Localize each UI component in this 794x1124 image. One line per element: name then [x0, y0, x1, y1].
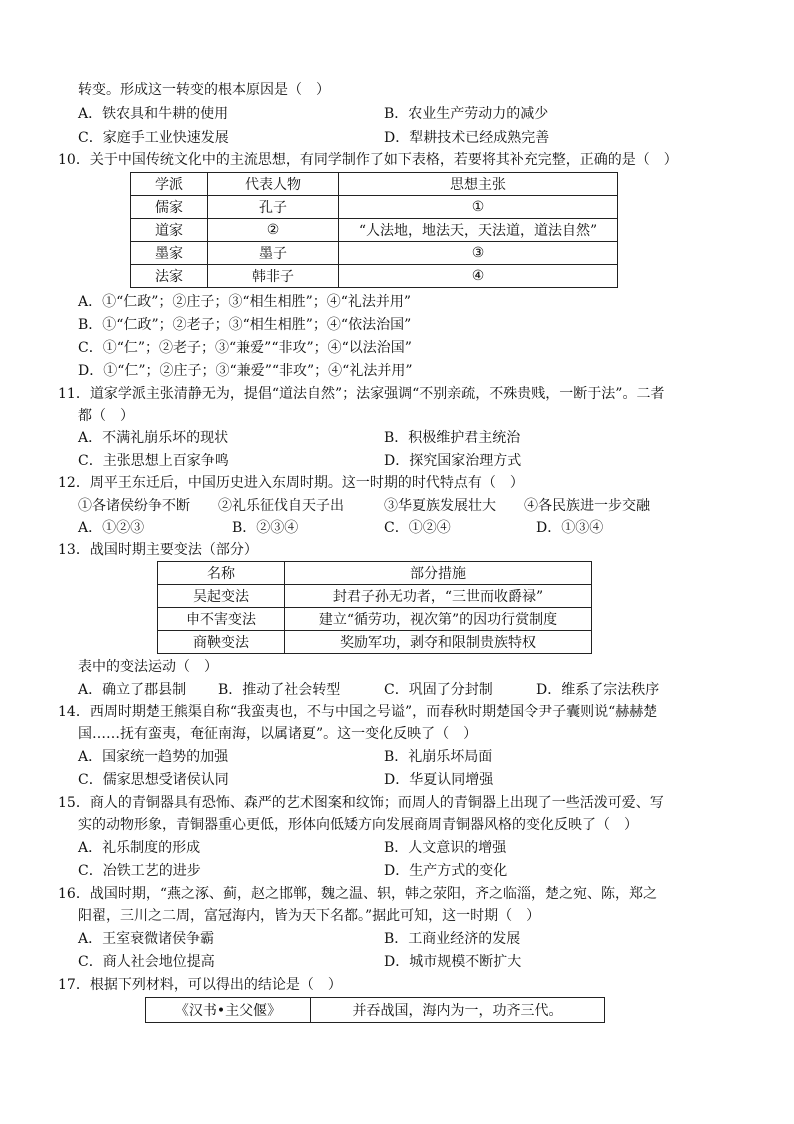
table-row — [131, 242, 618, 265]
table-cell: ① — [339, 196, 618, 219]
q14-stem-cont: 国……抚有蛮夷，奄征南海，以属诸夏”。这一变化反映了（ ） — [78, 726, 478, 742]
q14-option-c: C．儒家思想受诸侯认同 — [78, 772, 229, 788]
q12-option-a: A．①②③ — [78, 520, 145, 536]
q10-option-a: A．①“仁政”；②庄子；③“相生相胜”；④“礼法并用” — [78, 294, 412, 310]
q10-option-c: C．①“仁”；②老子；③“兼爱”“非攻”；④“以法治国” — [78, 340, 412, 356]
table-cell: 墨家 — [131, 242, 208, 265]
table-cell: ③ — [339, 242, 618, 265]
table-row — [131, 196, 618, 219]
q13-after-table: 表中的变法运动（ ） — [78, 659, 218, 675]
table-cell: 申不害变法 — [158, 608, 285, 631]
q12-item-3: ③华夏族发展壮大 — [384, 498, 496, 514]
q17-table — [145, 997, 605, 1023]
q14-option-b: B．礼崩乐坏局面 — [384, 749, 493, 765]
q11-stem-cont: 都（ ） — [78, 408, 134, 424]
table-cell: 孔子 — [208, 196, 339, 219]
q15-stem: 15．商人的青铜器具有恐怖、森严的艺术图案和纹饰；而周人的青铜器上出现了一些活泼可爱、写 — [58, 795, 664, 811]
table-header-cell: 名称 — [158, 562, 285, 585]
q13-table — [157, 561, 592, 654]
table-cell: 封君子孙无功者，“三世而收爵禄” — [285, 585, 592, 608]
table-row — [158, 631, 592, 654]
table-row — [146, 998, 605, 1023]
q15-option-b: B．人文意识的增强 — [384, 840, 507, 856]
q13-option-a: A．确立了郡县制 — [78, 682, 187, 698]
q15-option-d: D．生产方式的变化 — [384, 863, 508, 879]
q14-stem: 14．西周时期楚王熊渠自称“我蛮夷也，不与中国之号谥”，而春秋时期楚国令尹子囊则说“赫赫楚 — [58, 704, 658, 720]
q14-option-a: A．国家统一趋势的加强 — [78, 749, 229, 765]
table-header-cell: 代表人物 — [208, 173, 339, 196]
q16-option-a: A．王室衰微诸侯争霸 — [78, 931, 215, 947]
q9-option-d: D．犁耕技术已经成熟完善 — [384, 130, 550, 146]
q13-stem: 13．战国时期主要变法（部分） — [58, 542, 258, 558]
table-cell: ④ — [339, 265, 618, 288]
q11-stem: 11．道家学派主张清静无为，提倡“道法自然”；法家强调“不别亲疏，不殊贵贱，一断于法”。二者 — [58, 386, 665, 402]
q17-stem: 17．根据下列材料，可以得出的结论是（ ） — [58, 977, 342, 993]
table-header-cell: 学派 — [131, 173, 208, 196]
q12-option-d: D．①③④ — [536, 520, 604, 536]
q16-option-d: D．城市规模不断扩大 — [384, 954, 522, 970]
table-row — [131, 265, 618, 288]
q9-stem-continuation: 转变。形成这一转变的根本原因是（ ） — [78, 82, 330, 98]
q10-option-d: D．①“仁”；②庄子；③“兼爱”“非攻”；④“礼法并用” — [78, 363, 413, 379]
q9-option-a: A．铁农具和牛耕的使用 — [78, 106, 229, 122]
q12-option-c: C．①②④ — [384, 520, 451, 536]
q13-option-d: D．维系了宗法秩序 — [536, 682, 660, 698]
table-cell: 墨子 — [208, 242, 339, 265]
q11-option-b: B．积极维护君主统治 — [384, 430, 521, 446]
table-cell: 建立“循劳功，视次第”的因功行赏制度 — [285, 608, 592, 631]
q12-item-2: ②礼乐征伐自天子出 — [218, 498, 344, 514]
q16-stem: 16．战国时期，“燕之涿、蓟，赵之邯郸，魏之温、轵，韩之荥阳，齐之临淄，楚之宛、陈，郑之 — [58, 886, 657, 902]
q9-option-b: B．农业生产劳动力的减少 — [384, 106, 549, 122]
q16-option-b: B．工商业经济的发展 — [384, 931, 521, 947]
q13-option-c: C．巩固了分封制 — [384, 682, 493, 698]
q16-option-c: C．商人社会地位提高 — [78, 954, 215, 970]
table-row — [158, 608, 592, 631]
table-cell-source: 《汉书•主父偃》 — [146, 998, 311, 1023]
table-cell-content: 并吞战国，海内为一，功齐三代。 — [311, 998, 605, 1023]
q10-table — [130, 172, 618, 288]
table-header-row — [131, 173, 618, 196]
table-cell: 奖励军功，剥夺和限制贵族特权 — [285, 631, 592, 654]
q10-option-b: B．①“仁政”；②老子；③“相生相胜”；④“依法治国” — [78, 317, 412, 333]
q15-stem-cont: 实的动物形象，青铜器重心更低，形体向低矮方向发展商周青铜器风格的变化反映了（ ） — [78, 817, 638, 833]
table-row — [158, 585, 592, 608]
q11-option-c: C．主张思想上百家争鸣 — [78, 453, 229, 469]
table-cell: ② — [208, 219, 339, 242]
q12-item-1: ①各诸侯纷争不断 — [78, 498, 190, 514]
q11-option-a: A．不满礼崩乐坏的现状 — [78, 430, 229, 446]
table-cell: 儒家 — [131, 196, 208, 219]
q15-option-c: C．冶铁工艺的进步 — [78, 863, 201, 879]
q12-stem: 12．周平王东迁后，中国历史进入东周时期。这一时期的时代特点有（ ） — [58, 475, 524, 491]
table-cell: 商鞅变法 — [158, 631, 285, 654]
table-cell: 韩非子 — [208, 265, 339, 288]
q14-option-d: D．华夏认同增强 — [384, 772, 494, 788]
table-cell: 法家 — [131, 265, 208, 288]
q13-option-b: B．推动了社会转型 — [218, 682, 341, 698]
table-header-cell: 思想主张 — [339, 173, 618, 196]
q12-option-b: B．②③④ — [232, 520, 299, 536]
table-cell: “人法地，地法天，天法道，道法自然” — [339, 219, 618, 242]
q9-option-c: C．家庭手工业快速发展 — [78, 130, 229, 146]
table-header-cell: 部分措施 — [285, 562, 592, 585]
q10-stem: 10．关于中国传统文化中的主流思想，有同学制作了如下表格，若要将其补充完整，正确的是（ ） — [58, 152, 678, 168]
q15-option-a: A．礼乐制度的形成 — [78, 840, 201, 856]
table-cell: 吴起变法 — [158, 585, 285, 608]
q12-item-4: ④各民族进一步交融 — [524, 498, 650, 514]
q16-stem-cont: 阳翟，三川之二周，富冠海内，皆为天下名都。”据此可知，这一时期（ ） — [78, 908, 541, 924]
table-header-row — [158, 562, 592, 585]
q11-option-d: D．探究国家治理方式 — [384, 453, 522, 469]
table-row — [131, 219, 618, 242]
table-cell: 道家 — [131, 219, 208, 242]
